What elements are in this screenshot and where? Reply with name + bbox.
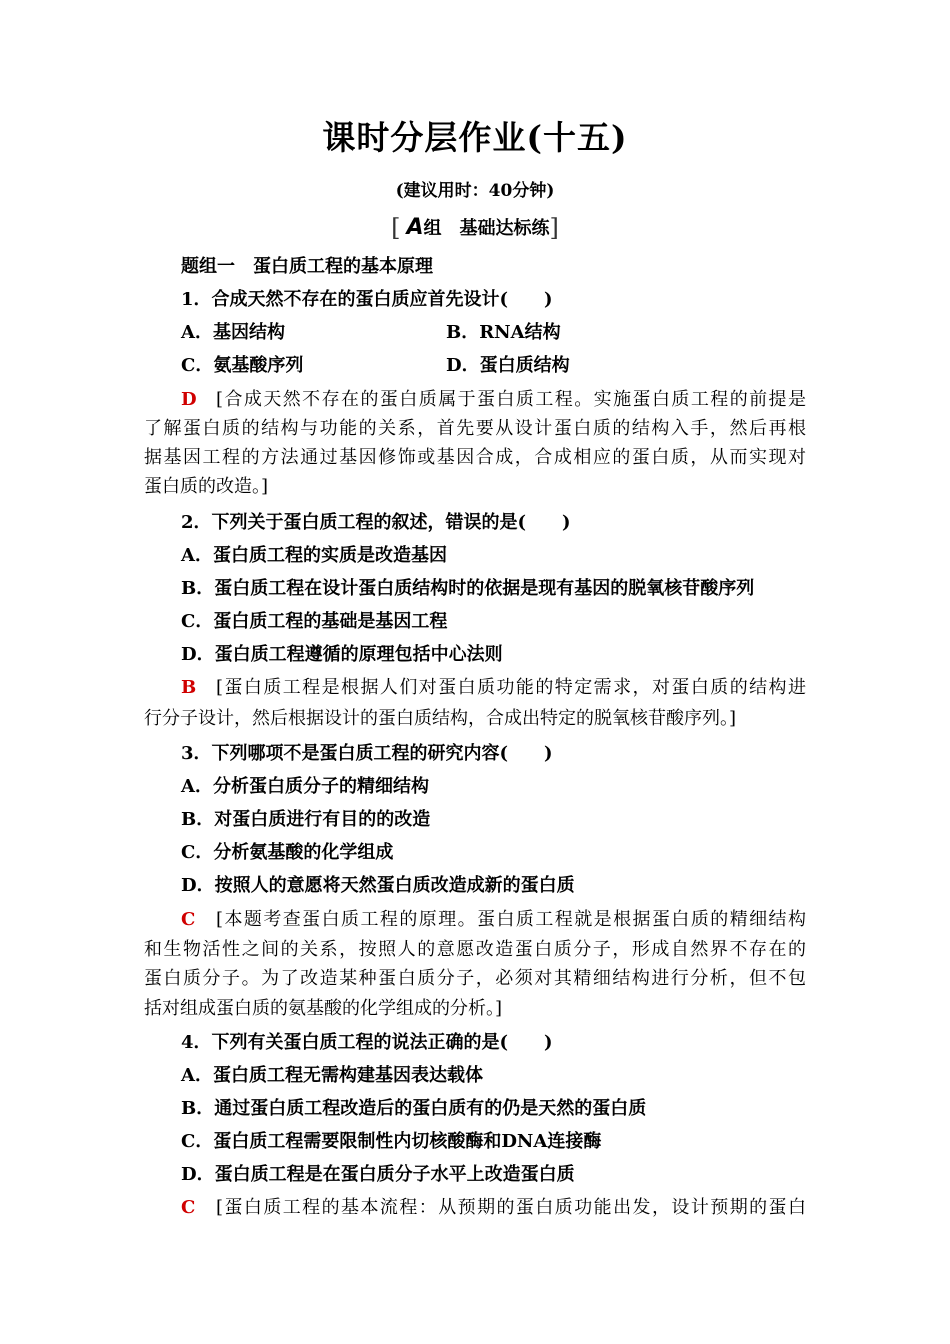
q2-answer: B [181, 677, 197, 698]
q1-option-c: C．氨基酸序列 [181, 355, 304, 376]
q3-stem: 3．下列哪项不是蛋白质工程的研究内容( ) [181, 743, 553, 764]
suggested-time: (建议用时：40分钟) [395, 181, 555, 201]
q2-explanation-line: [蛋白质工程是根据人们对蛋白质功能的特定需求，对蛋白质的结构进 [216, 677, 806, 698]
q3-option-d: D．按照人的意愿将天然蛋白质改造成新的蛋白质 [181, 875, 575, 896]
group-bracket-close: ] [549, 214, 559, 242]
q2-option-c: C．蛋白质工程的基础是基因工程 [181, 611, 448, 632]
q4-option-c: C．蛋白质工程需要限制性内切核酸酶和DNA连接酶 [181, 1131, 602, 1152]
q2-explanation-line: 行分子设计，然后根据设计的蛋白质结构，合成出特定的脱氧核苷酸序列。] [144, 708, 737, 729]
q4-stem: 4．下列有关蛋白质工程的说法正确的是( ) [181, 1032, 553, 1053]
q3-explanation-line: 和生物活性之间的关系，按照人的意愿改造蛋白质分子，形成自然界不存在的 [144, 939, 806, 960]
q3-option-c: C．分析氨基酸的化学组成 [181, 842, 394, 863]
q2-stem: 2．下列关于蛋白质工程的叙述，错误的是( ) [181, 512, 571, 533]
q1-option-b: B．RNA结构 [446, 322, 561, 343]
group-label: 组 基础达标练 [423, 218, 550, 239]
q1-answer: D [181, 389, 197, 410]
group-letter: A [406, 215, 424, 240]
q3-explanation-line: 括对组成蛋白质的氨基酸的化学组成的分析。] [144, 998, 503, 1019]
q3-answer: C [181, 909, 196, 930]
group-bracket-open: [ [391, 214, 401, 242]
q4-option-b: B．通过蛋白质工程改造后的蛋白质有的仍是天然的蛋白质 [181, 1098, 647, 1119]
q1-option-a: A．基因结构 [181, 322, 285, 343]
q1-explanation-line: 了解蛋白质的结构与功能的关系，首先要从设计蛋白质的结构入手，然后再根 [144, 418, 806, 439]
q3-option-b: B．对蛋白质进行有目的的改造 [181, 809, 431, 830]
q1-explanation-line: [合成天然不存在的蛋白质属于蛋白质工程。实施蛋白质工程的前提是 [216, 389, 806, 410]
page-title: 课时分层作业(十五) [322, 118, 628, 157]
q1-option-d: D．蛋白质结构 [446, 355, 570, 376]
q3-explanation-line: 蛋白质分子。为了改造某种蛋白质分子，必须对其精细结构进行分析，但不包 [144, 968, 806, 989]
q1-stem: 1．合成天然不存在的蛋白质应首先设计( ) [181, 289, 553, 310]
q1-explanation-line: 蛋白质的改造。] [144, 476, 269, 497]
q1-explanation-line: 据基因工程的方法通过基因修饰或基因合成，合成相应的蛋白质，从而实现对 [144, 447, 806, 468]
q3-option-a: A．分析蛋白质分子的精细结构 [181, 776, 429, 797]
group-heading [0, 213, 950, 244]
q4-option-a: A．蛋白质工程无需构建基因表达载体 [181, 1065, 483, 1086]
q4-option-d: D．蛋白质工程是在蛋白质分子水平上改造蛋白质 [181, 1164, 575, 1185]
q3-explanation-line: [本题考查蛋白质工程的原理。蛋白质工程就是根据蛋白质的精细结构 [216, 909, 806, 930]
q2-option-a: A．蛋白质工程的实质是改造基因 [181, 545, 447, 566]
q2-option-d: D．蛋白质工程遵循的原理包括中心法则 [181, 644, 503, 665]
q2-option-b: B．蛋白质工程在设计蛋白质结构时的依据是现有基因的脱氧核苷酸序列 [181, 578, 755, 599]
section-heading: 题组一 蛋白质工程的基本原理 [181, 256, 433, 277]
q4-answer: C [181, 1197, 196, 1218]
q4-explanation-line: [蛋白质工程的基本流程：从预期的蛋白质功能出发，设计预期的蛋白 [216, 1197, 806, 1218]
